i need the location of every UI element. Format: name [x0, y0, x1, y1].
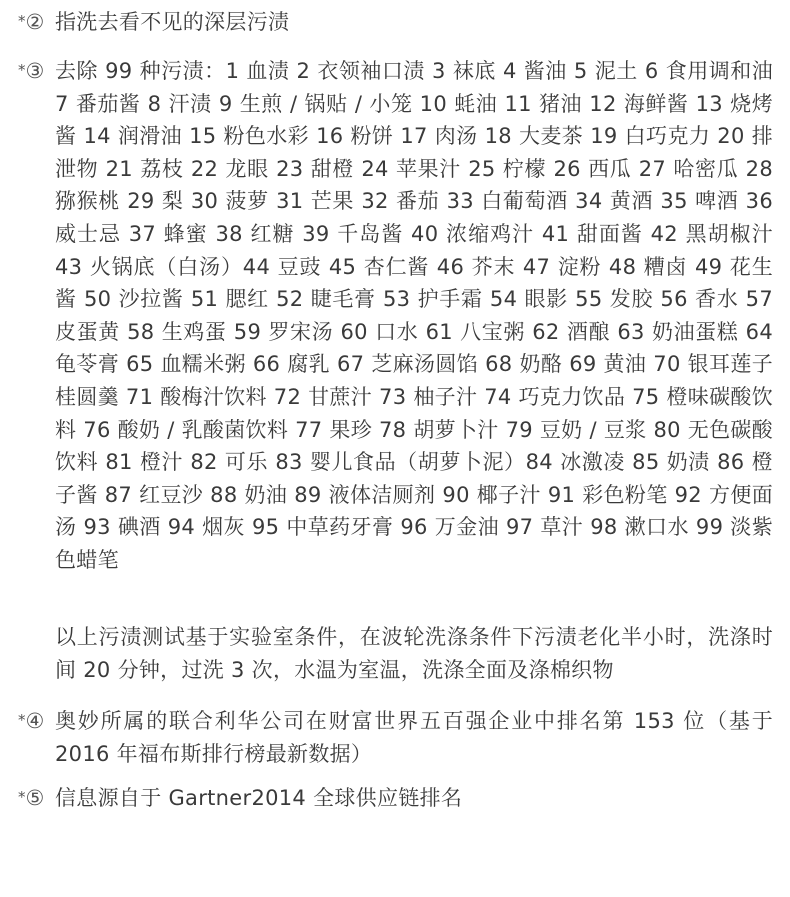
footnote-3-stain-list: 去除 99 种污渍：1 血渍 2 衣领袖口渍 3 袜底 4 酱油 5 泥土 6 食用调和油 7 番茄酱 8 汗渍 9 生煎 / 锅贴 / 小笼 10 蚝油 11 猪油 12 海鲜酱 13 烧烤酱 14 润滑油 15 粉色水彩 16 粉饼 17 肉汤 18 大麦茶 19 白巧克力 20 排泄物 21 荔枝 22 龙眼 23 甜橙 24 苹果汁 25 柠檬 26 西瓜 27 哈密瓜 28 猕猴桃 29 梨 30 菠萝 31 芒果 32 番茄 33 白葡萄酒 34 黄酒 35 啤酒 36 威士忌 37 蜂蜜 38 红糖 39 千岛酱 40 浓缩鸡汁 41 甜面酱 42 黑胡椒汁 43 火锅底（白汤）44 豆豉 45 杏仁酱 46 芥末 47 淀粉 48 糟卤 49 花生酱 50 沙拉酱 51 腮红 52 睫毛膏 53 护手霜 54 眼影 55 发胶 56 香水 57 皮蛋黄 58 生鸡蛋 59 罗宋汤 60 口水 61 八宝粥 62 酒酿 63 奶油蛋糕 64 龟苓膏 65 血糯米粥 66 腐乳 67 芝麻汤圆馅 68 奶酪 69 黄油 70 银耳莲子桂圆羹 71 酸梅汁饮料 72 甘蔗汁 73 柚子汁 74 巧克力饮品 75 橙味碳酸饮料 76 酸奶 / 乳酸菌饮料 77 果珍 78 胡萝卜汁 79 豆奶 / 豆浆 80 无色碳酸饮料 81 橙汁 82 可乐 83 婴儿食品（胡萝卜泥）84 冰激凌 85 奶渍 86 橙子酱 87 红豆沙 88 奶油 89 液体洁厕剂 90 椰子汁 91 彩色粉笔 92 方便面汤 93 碘酒 94 烟灰 95 中草药牙膏 96 万金油 97 草汁 98 漱口水 99 淡紫色蜡笔: [55, 59, 773, 572]
footnote-asterisk: *: [18, 12, 26, 30]
footnote-4-text: 奥妙所属的联合利华公司在财富世界五百强企业中排名第 153 位（基于 2016 年福布斯排行榜最新数据）: [55, 709, 773, 766]
footnote-5-marker: [18, 782, 44, 815]
footnote-asterisk: *: [18, 788, 26, 806]
footnote-asterisk: *: [18, 711, 26, 729]
footnote-2-marker: [18, 6, 44, 39]
footnote-4-marker: [18, 705, 44, 738]
footnote-number: ⑤: [25, 786, 45, 810]
footnote-5-text: 信息源自于 Gartner2014 全球供应链排名: [55, 786, 463, 810]
footnote-3-marker: [18, 55, 44, 88]
footnote-number: ④: [25, 709, 45, 733]
footnote-number: ③: [25, 59, 45, 83]
footnote-asterisk: *: [18, 61, 26, 79]
footnote-2-text: 指洗去看不见的深层污渍: [55, 10, 290, 34]
footnote-3-test-conditions-text: 以上污渍测试基于实验室条件，在波轮洗涤条件下污渍老化半小时，洗涤时间 20 分钟，过洗 3 次，水温为室温，洗涤全面及涤棉织物: [55, 625, 773, 682]
footnote-number: ②: [25, 10, 45, 34]
